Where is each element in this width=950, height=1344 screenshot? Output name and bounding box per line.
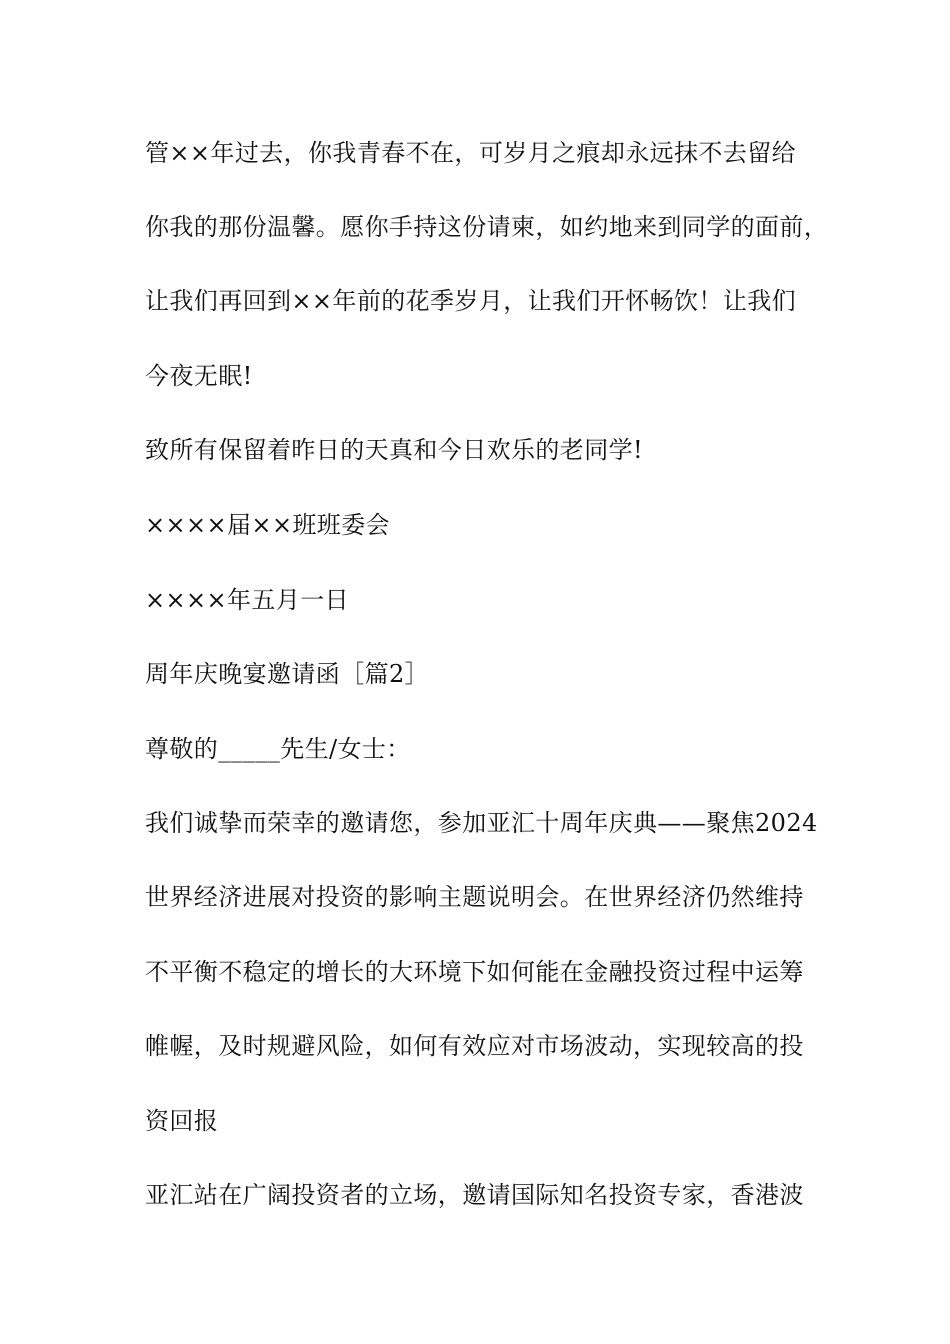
text-line: 帷幄，及时规避风险，如何有效应对市场波动，实现较高的投: [145, 1032, 804, 1060]
signature-date: ××××年五月一日: [145, 586, 350, 614]
text-line: 你我的那份温馨。愿你手持这份请柬，如约地来到同学的面前，: [145, 213, 829, 241]
text-line: 亚汇站在广阔投资者的立场，邀请国际知名投资专家，香港波: [145, 1181, 804, 1209]
text-line: 今夜无眠!: [145, 362, 253, 390]
signature-committee: ××××届××班班委会: [145, 511, 391, 539]
text-line: 不平衡不稳定的增长的大环境下如何能在金融投资过程中运筹: [145, 958, 804, 986]
salutation: 尊敬的_____先生/女士：: [145, 735, 411, 763]
text-line: 我们诚挚而荣幸的邀请您，参加亚汇十周年庆典——聚焦2024: [145, 809, 818, 837]
text-line: 致所有保留着昨日的天真和今日欢乐的老同学!: [145, 436, 644, 464]
section-title: 周年庆晚宴邀请函［篇2］: [145, 660, 430, 688]
text-line: 资回报: [145, 1107, 219, 1135]
text-line: 管××年过去，你我青春不在，可岁月之痕却永远抹不去留给: [145, 139, 797, 167]
text-line: 世界经济进展对投资的影响主题说明会。在世界经济仍然维持: [145, 883, 804, 911]
text-line: 让我们再回到××年前的花季岁月，让我们开怀畅饮！让我们: [145, 287, 797, 315]
